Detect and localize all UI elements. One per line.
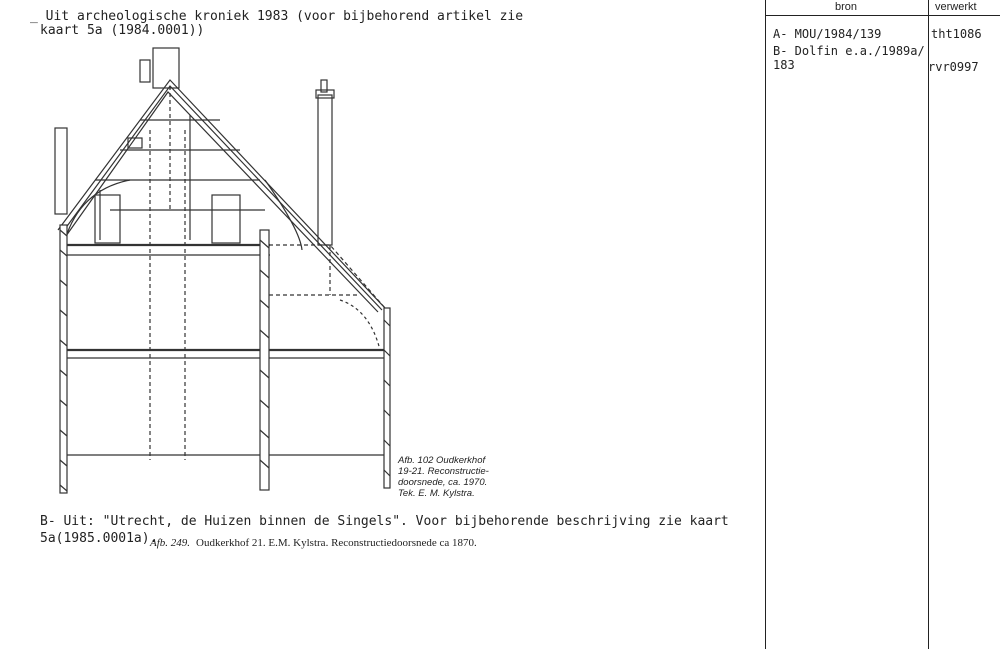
table-header-divider xyxy=(765,15,1000,16)
caption-102-line: Tek. E. M. Kylstra. xyxy=(398,488,475,499)
caption-102-line: doorsnede, ca. 1970. xyxy=(398,477,488,488)
caption-102-line: 19-21. Reconstructie- xyxy=(398,466,489,477)
caption-249-text: Oudkerkhof 21. E.M. Kylstra. Reconstructiedoorsnede ca 1870. xyxy=(196,537,477,549)
table-column-divider xyxy=(928,0,929,649)
cross-section-drawing xyxy=(40,40,400,500)
header-line-1: _ Uit archeologische kroniek 1983 (voor bijbehorend artikel zie xyxy=(30,9,524,24)
source-table xyxy=(765,0,1000,649)
caption-249-label: Afb. 249. xyxy=(150,537,191,549)
table-cell-bron: A- MOU/1984/139 xyxy=(773,27,882,41)
section-b-line-1: B- Uit: "Utrecht, de Huizen binnen de Singels". Voor bijbehorende beschrijving zie kaart xyxy=(40,514,729,529)
section-b-line-2: 5a(1985.0001a). xyxy=(40,531,158,546)
figure-caption-249 xyxy=(150,537,477,549)
caption-102-line: Afb. 102 Oudkerkhof xyxy=(398,455,486,466)
table-border-left xyxy=(765,0,766,649)
figure-caption-102 xyxy=(398,455,489,499)
column-header-bron: bron xyxy=(835,1,858,13)
table-cell-bron: B- Dolfin e.a./1989a/ 183 xyxy=(773,44,925,72)
header-line-2: kaart 5a (1984.0001)) xyxy=(40,23,205,38)
table-cell-verwerkt: tht1086 xyxy=(931,27,982,41)
table-cell-verwerkt: rvr0997 xyxy=(928,60,979,74)
column-header-verwerkt: verwerkt xyxy=(935,1,977,13)
